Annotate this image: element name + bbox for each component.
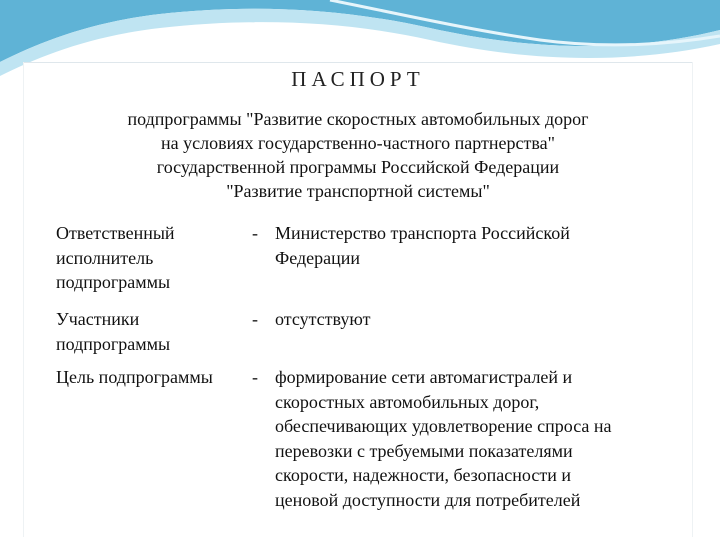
row-value-line: Федерации: [275, 247, 361, 268]
row-label-line: Ответственный: [56, 223, 175, 243]
row-label-line: Участники: [56, 309, 140, 329]
row-dash: -: [252, 309, 258, 329]
row-label-line: исполнитель: [56, 247, 154, 268]
row-value-line: Министерство транспорта Российской: [275, 223, 570, 243]
row-value-line: формирование сети автомагистралей и: [275, 367, 573, 387]
row-value-line: перевозки с требуемыми показателями: [275, 440, 573, 461]
row-value-line: скоростных автомобильных дорог,: [275, 391, 540, 412]
document-frame: [24, 62, 692, 537]
row-value-line: обеспечивающих удовлетворение спроса на: [275, 416, 612, 436]
subtitle-line: подпрограммы "Развитие скоростных автомобильных дорог: [127, 109, 589, 129]
row-value: [275, 365, 675, 512]
row-label-line: подпрограммы: [56, 272, 171, 292]
subtitle-line: "Развитие транспортной системы": [226, 181, 490, 201]
document-title: ПАСПОРТ: [291, 67, 425, 91]
row-dash: -: [252, 367, 258, 387]
row-dash: -: [252, 223, 258, 243]
row-value-line: ценовой доступности для потребителей: [275, 489, 581, 510]
row-label: [56, 221, 246, 295]
row-label-line: подпрограммы: [56, 333, 171, 354]
subtitle-line: на условиях государственно-частного партнерства": [161, 133, 555, 153]
row-label: [56, 307, 246, 356]
document-subtitle: [64, 107, 652, 203]
row-value: [275, 221, 675, 270]
row-label-line: Цель подпрограммы: [56, 367, 213, 387]
row-value-line: скорости, надежности, безопасности и: [275, 465, 571, 485]
row-label: [56, 365, 246, 390]
row-value-line: отсутствуют: [275, 309, 371, 329]
row-value: [275, 307, 675, 332]
subtitle-line: государственной программы Российской Федерации: [156, 157, 560, 177]
